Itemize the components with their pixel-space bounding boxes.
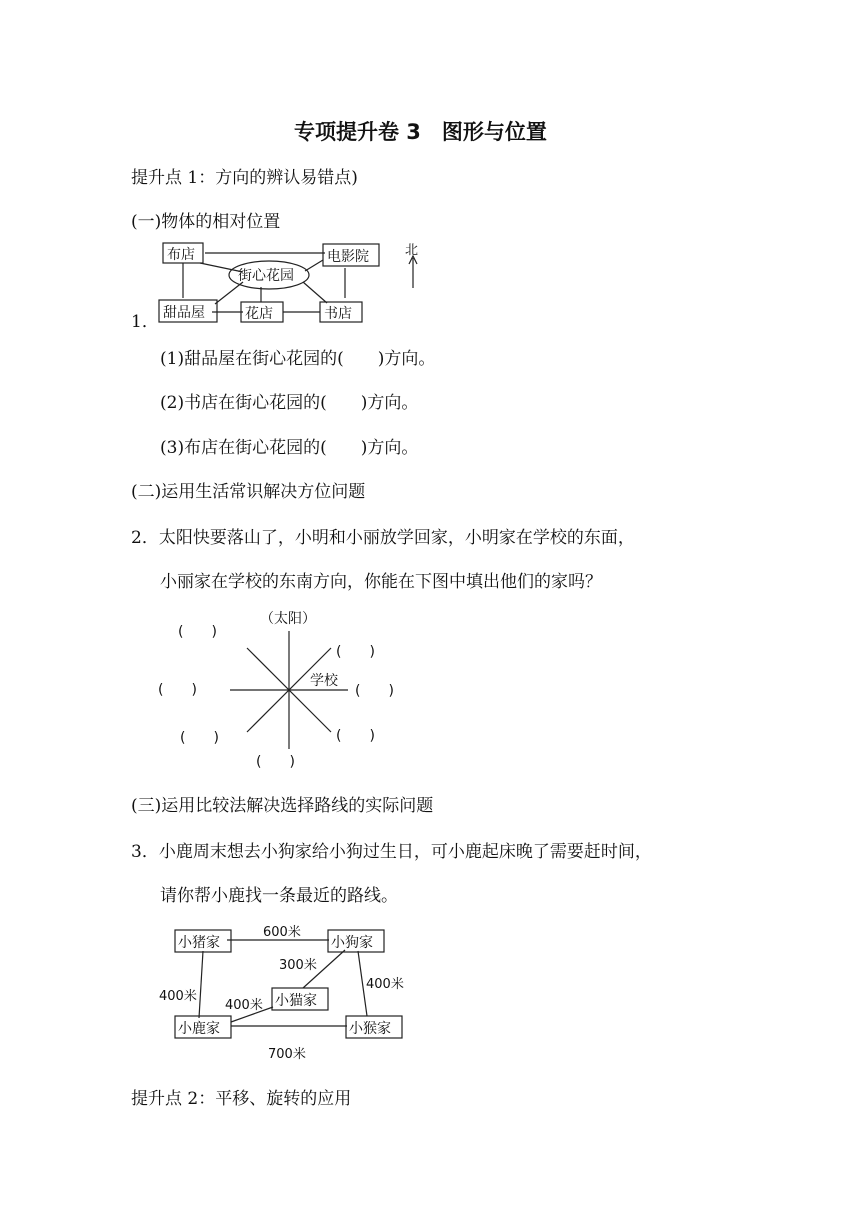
- q3-dist-cat-dog: 300米: [279, 958, 317, 973]
- q1-label-books: 书店: [324, 306, 352, 322]
- q2-school-label: 学校: [310, 673, 338, 689]
- q1-label-budian: 布店: [167, 247, 195, 263]
- q3-pig-home: 小猪家: [178, 935, 220, 951]
- q2-blank-southeast: ( ): [336, 728, 375, 744]
- q3-dist-pig-deer: 400米: [159, 989, 197, 1004]
- q1-map: [155, 236, 425, 328]
- q1-label-north: 北: [405, 243, 419, 258]
- q3-deer-home: 小鹿家: [178, 1021, 220, 1037]
- q3-dog-home: 小狗家: [331, 935, 373, 951]
- q2-blank-northwest: ( ): [178, 624, 217, 640]
- q1-label-park: 街心花园: [238, 268, 294, 284]
- q2-blank-southwest: ( ): [180, 730, 219, 746]
- point2-heading: 提升点 2：平移、旋转的应用: [131, 1089, 352, 1109]
- q2-line-2: 小丽家在学校的东南方向，你能在下图中填出他们的家吗？: [160, 572, 602, 592]
- q2-compass-diagram: [150, 604, 440, 776]
- q1-item-1: (1)甜品屋在街心花园的( )方向。: [160, 349, 436, 369]
- q3-dist-pig-dog: 600米: [263, 925, 301, 940]
- q1-label-cinema: 电影院: [327, 249, 369, 265]
- q1-number: 1．: [131, 312, 159, 332]
- q3-dist-deer-monkey: 700米: [268, 1047, 306, 1062]
- section3-heading: (三)运用比较法解决选择路线的实际问题: [131, 796, 434, 816]
- q1-item-2: (2)书店在街心花园的( )方向。: [160, 393, 419, 413]
- q3-route-map: [155, 918, 425, 1066]
- section1-heading: (一)物体的相对位置: [131, 212, 281, 232]
- q3-line-2: 请你帮小鹿找一条最近的路线。: [160, 886, 398, 906]
- q2-line-1: 2．太阳快要落山了，小明和小丽放学回家，小明家在学校的东面，: [131, 528, 635, 548]
- q1-label-dessert: 甜品屋: [163, 305, 205, 321]
- page-title: 专项提升卷 3 图形与位置: [294, 120, 547, 144]
- point1-heading: 提升点 1：方向的辨认易错点): [131, 168, 358, 188]
- q1-item-3: (3)布店在街心花园的( )方向。: [160, 438, 419, 458]
- q2-sun-label: （太阳）: [260, 611, 316, 627]
- q2-blank-west: ( ): [158, 682, 197, 698]
- section2-heading: (二)运用生活常识解决方位问题: [131, 482, 366, 502]
- q1-label-flower: 花店: [245, 306, 273, 322]
- q2-blank-northeast: ( ): [336, 644, 375, 660]
- q3-monkey-home: 小猴家: [349, 1021, 391, 1037]
- q3-dist-dog-monkey: 400米: [366, 977, 404, 992]
- q3-line-1: 3．小鹿周末想去小狗家给小狗过生日，可小鹿起床晚了需要赶时间，: [131, 842, 652, 862]
- q2-blank-south: ( ): [256, 754, 295, 770]
- q3-dist-deer-cat: 400米: [225, 998, 263, 1013]
- q2-blank-east: ( ): [355, 683, 394, 699]
- q3-cat-home: 小猫家: [275, 993, 317, 1009]
